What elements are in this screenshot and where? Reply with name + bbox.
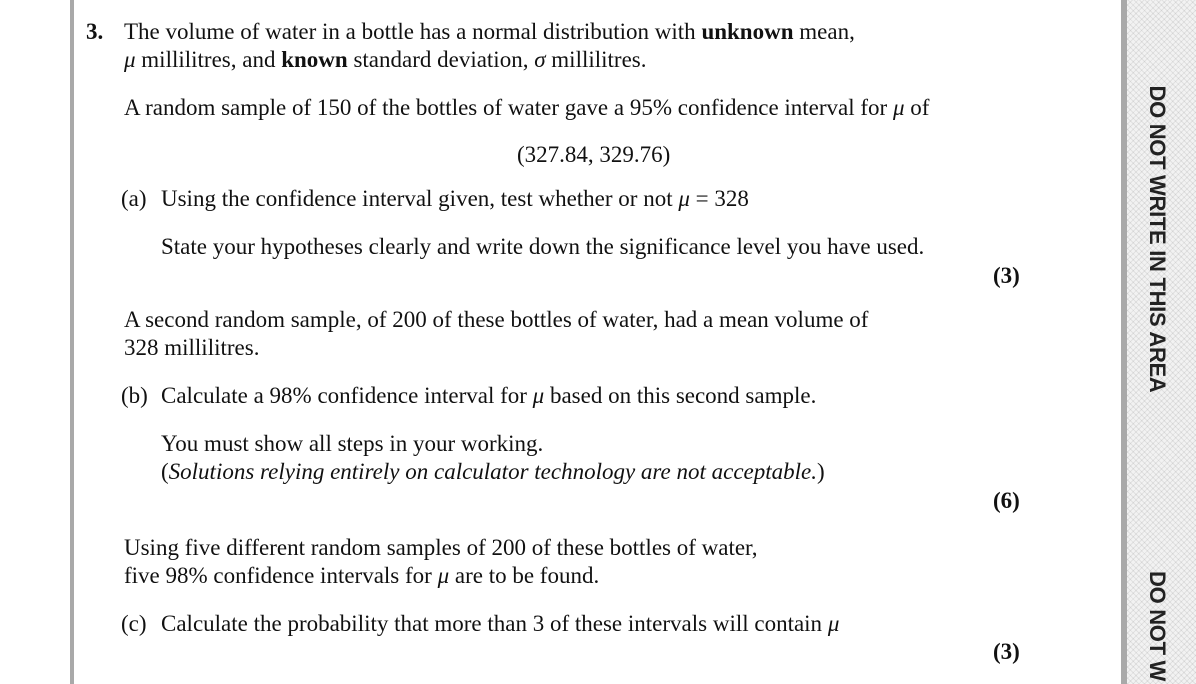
sample-statement: A random sample of 150 of the bottles of water gave a 95% confidence interval for μ of bbox=[124, 95, 930, 120]
five-samples-line-1: Using five different random samples of 200 of these bottles of water, bbox=[124, 535, 758, 560]
part-b-calculator-note: (Solutions relying entirely on calculator technology are not acceptable.) bbox=[161, 459, 825, 484]
intro-line-1: The volume of water in a bottle has a normal distribution with unknown mean, bbox=[124, 19, 855, 44]
part-a-label: (a) bbox=[121, 186, 147, 211]
question-number: 3. bbox=[86, 19, 104, 44]
five-samples-line-2: five 98% confidence intervals for μ are to be found. bbox=[124, 563, 600, 588]
part-b-instruction: You must show all steps in your working. bbox=[161, 431, 544, 456]
part-b-marks: (6) bbox=[993, 488, 1020, 513]
part-b-question: Calculate a 98% confidence interval for μ based on this second sample. bbox=[161, 383, 817, 408]
intro-line-2: μ millilitres, and known standard deviation, σ millilitres. bbox=[124, 47, 647, 72]
part-a-marks: (3) bbox=[993, 263, 1020, 288]
part-b-label: (b) bbox=[121, 383, 148, 408]
second-sample-line-2: 328 millilitres. bbox=[124, 335, 260, 360]
confidence-interval: (327.84, 329.76) bbox=[517, 142, 671, 167]
left-margin-rule bbox=[70, 0, 74, 684]
part-c-label: (c) bbox=[121, 611, 147, 636]
second-sample-line-1: A second random sample, of 200 of these bottles of water, had a mean volume of bbox=[124, 307, 869, 332]
margin-warning-text: DO NOT WRITE IN THIS AREA bbox=[1145, 85, 1170, 393]
part-c-question: Calculate the probability that more than 3 of these intervals will contain μ bbox=[161, 611, 840, 636]
part-c-marks: (3) bbox=[993, 639, 1020, 664]
part-a-question: Using the confidence interval given, test whether or not μ = 328 bbox=[161, 186, 749, 211]
margin-warning-text-partial: DO NOT W bbox=[1145, 570, 1170, 682]
part-a-instruction: State your hypotheses clearly and write down the significance level you have used. bbox=[161, 234, 925, 259]
